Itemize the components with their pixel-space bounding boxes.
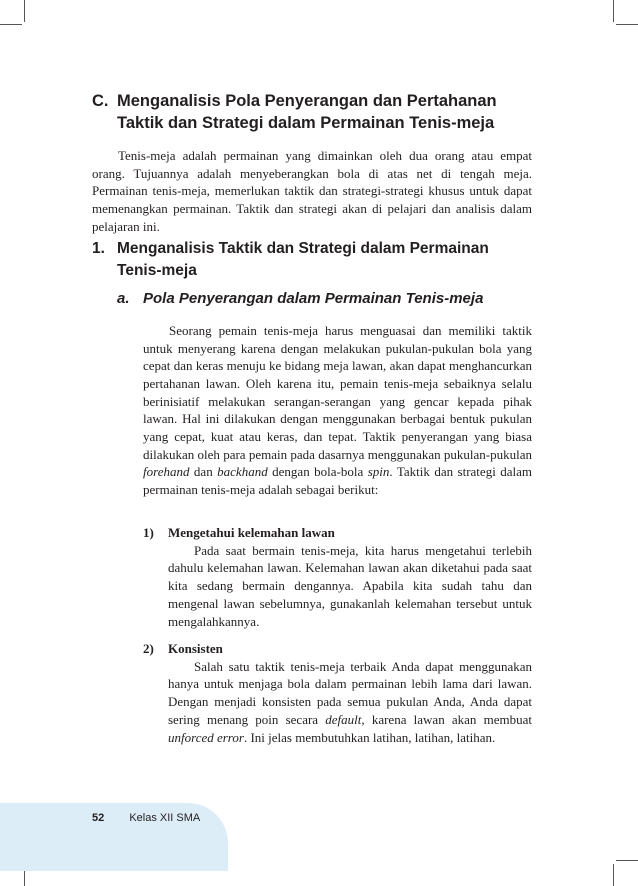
subsection-a-title: Pola Penyerangan dalam Permainan Tenis-meja bbox=[143, 290, 484, 307]
paragraph-text: . Taktik dan strategi dalam permainan tenis-meja adalah sebagai berikut: bbox=[143, 464, 533, 497]
section-c-heading bbox=[92, 90, 534, 134]
list-item-number: 1) bbox=[143, 525, 154, 540]
section-1-heading bbox=[92, 238, 534, 282]
paragraph-text: Salah satu taktik tenis-meja terbaik Anda dapat menggunakan hanya untuk menjaga bola dalam permainan lebih lama dari lawan. Dengan menjadi konsisten pada semua pukulan Anda, Anda dapat sering menang poin secara bbox=[168, 658, 532, 727]
list-item-body bbox=[168, 658, 532, 747]
footer-label: Kelas XII SMA bbox=[129, 812, 201, 824]
subsection-a-heading bbox=[117, 289, 537, 309]
term-spin: spin bbox=[367, 464, 390, 480]
term-backhand: backhand bbox=[217, 464, 268, 480]
subsection-a-paragraph bbox=[143, 322, 532, 499]
section-c-title: Menganalisis Pola Penyerangan dan Pertahanan Taktik dan Strategi dalam Permainan Tenis-meja bbox=[117, 92, 497, 132]
section-1-title: Menganalisis Taktik dan Strategi dalam Permainan Tenis-meja bbox=[117, 240, 489, 279]
term-forehand: forehand bbox=[143, 464, 190, 480]
term-default: default bbox=[325, 711, 362, 727]
paragraph-text: . Ini jelas membutuhkan latihan, latihan, latihan. bbox=[243, 729, 496, 745]
term-unforced-error: unforced error bbox=[168, 729, 244, 745]
paragraph-text: dengan bola-bola bbox=[272, 464, 364, 480]
list-item-title: Mengetahui kelemahan lawan bbox=[168, 525, 335, 540]
paragraph-text: , karena lawan akan membuat bbox=[361, 711, 532, 727]
list-item-number: 2) bbox=[143, 641, 154, 656]
list-item-body: Pada saat bermain tenis-meja, kita harus mengetahui terlebih dahulu kelemahan lawan. Kelemahan lawan akan diketahui pada saat kita sedang bermain dengannya. Apabila kita sudah tahu dan mengenal lawan sebelumnya, gunakanlah kelemahan tersebut untuk mengalahkannya. bbox=[168, 542, 532, 629]
section-c-intro: Tenis-meja adalah permainan yang dimainkan oleh dua orang atau empat orang. Tujuannya adalah menyeberangkan bola di atas net di tengah meja. Permainan tenis-meja, memerlukan taktik dan strategi-strategi khusus untuk dapat memenangkan permainan. Taktik dan strategi akan di pelajari dan analisis dalam pelajaran ini. bbox=[92, 148, 532, 234]
paragraph-text: dan bbox=[193, 464, 213, 480]
list-item bbox=[143, 524, 532, 630]
list-item bbox=[143, 640, 532, 746]
section-c-number: C. bbox=[92, 92, 109, 110]
subsection-a-number: a. bbox=[117, 290, 130, 307]
paragraph-text: Seorang pemain tenis-meja harus menguasai dan memiliki taktik untuk menyerang karena dengan melakukan pukulan-pukulan bola yang cepat dan keras menuju ke bidang meja lawan, akan dapat menghancurkan pertahanan lawan. Oleh karena itu, pemain tenis-meja sebaiknya selalu berinisiatif melakukan serangan-serangan yang gencar kepada pihak lawan. Hal ini dilakukan dengan menggunakan berbagai bentuk pukulan yang cepat, kuat atau keras, dan tepat. Taktik penyerangan yang biasa dilakukan oleh para pemain pada dasarnya menggunakan pukulan-pukulan bbox=[143, 323, 532, 462]
section-1-number: 1. bbox=[92, 240, 105, 257]
page-footer bbox=[92, 812, 200, 824]
page-number: 52 bbox=[92, 812, 105, 824]
list-item-title: Konsisten bbox=[168, 641, 223, 656]
